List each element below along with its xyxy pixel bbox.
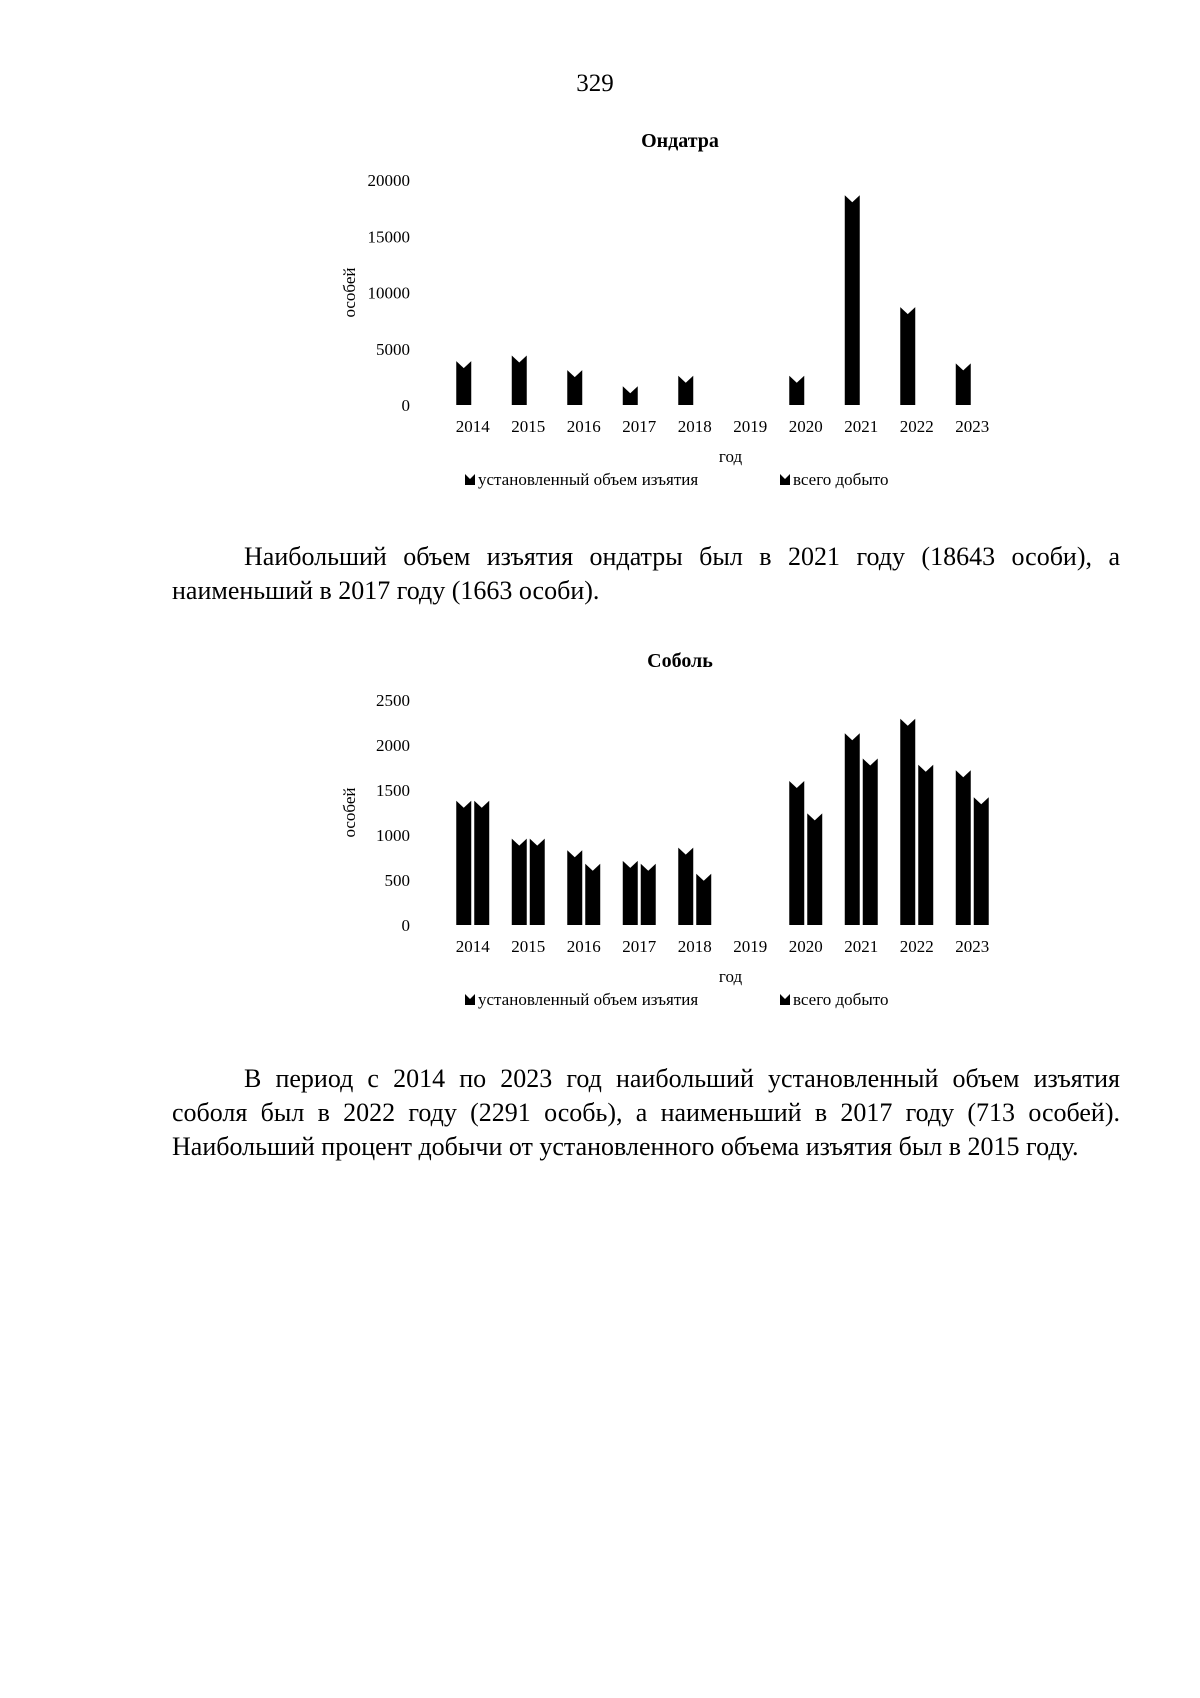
x-tick-label: 2023 <box>955 937 990 956</box>
legend-label-series-1: установленный объем изъятия <box>478 470 699 489</box>
x-tick-label: 2014 <box>455 937 490 956</box>
y-tick-label: 0 <box>401 396 410 415</box>
x-tick-label: 2021 <box>844 937 879 956</box>
chart-sobol <box>0 645 1200 1025</box>
bar-2016-series-2 <box>585 864 600 925</box>
y-tick-label: 10000 <box>367 283 410 303</box>
legend-label-series-1: установленный объем изъятия <box>478 990 699 1009</box>
x-tick-label: 2020 <box>788 417 823 436</box>
legend-label-series-2: всего добыто <box>793 470 889 489</box>
x-tick-label: 2022 <box>899 937 934 956</box>
bar-2015-series-2 <box>530 839 545 925</box>
bar-2022-series-1 <box>900 719 915 925</box>
legend-marker-series-2 <box>780 474 790 485</box>
legend-marker-series-1 <box>465 474 475 485</box>
x-tick-label: 2021 <box>844 417 879 436</box>
bar-2015-series-1 <box>512 356 527 406</box>
y-axis-label: особей <box>340 267 359 318</box>
bar-2014-series-2 <box>474 801 489 925</box>
x-axis-label: год <box>718 967 743 986</box>
y-tick-label: 2500 <box>376 691 410 710</box>
legend-marker-series-1 <box>465 994 475 1005</box>
bar-2017-series-2 <box>641 864 656 925</box>
paragraph-ondatra-summary: Наибольший объем изъятия ондатры был в 2021 году (18643 особи), а наименьший в 2017 году (1663 особи). <box>172 542 1120 605</box>
x-tick-label: 2016 <box>566 417 601 436</box>
x-tick-label: 2019 <box>733 937 768 956</box>
bar-2022-series-1 <box>900 307 915 405</box>
bar-2023-series-1 <box>956 363 971 405</box>
bar-2021-series-2 <box>863 759 878 926</box>
bar-2023-series-1 <box>956 770 971 925</box>
bar-2014-series-1 <box>456 361 471 405</box>
bar-2021-series-1 <box>845 733 860 925</box>
paragraph-sobol-summary: В период с 2014 по 2023 год наибольший установленный объем изъятия соболя был в 2022 году (2291 особь), а наименьший в 2017 году (713 особей). Наибольший процент добычи от установленного объема изъятия был в 2015 году. <box>172 1064 1120 1161</box>
bar-2021-series-1 <box>845 195 860 405</box>
bar-2016-series-1 <box>567 850 582 925</box>
x-tick-label: 2016 <box>566 937 601 956</box>
x-tick-label: 2017 <box>622 937 657 956</box>
y-axis-label: особей <box>340 787 359 838</box>
bar-2018-series-1 <box>678 376 693 405</box>
x-tick-label: 2018 <box>677 937 712 956</box>
bar-2014-series-1 <box>456 801 471 925</box>
x-tick-label: 2020 <box>788 937 823 956</box>
y-tick-label: 1500 <box>376 781 410 800</box>
y-tick-label: 2000 <box>376 736 410 755</box>
y-tick-label: 1000 <box>376 826 410 845</box>
chart-title: Ондатра <box>641 130 719 152</box>
bar-2015-series-1 <box>512 839 527 925</box>
bar-2023-series-2 <box>974 797 989 925</box>
page-number: 329 <box>576 70 614 97</box>
y-tick-label: 5000 <box>376 339 410 359</box>
x-tick-label: 2018 <box>677 417 712 436</box>
bar-2022-series-2 <box>918 765 933 925</box>
x-tick-label: 2017 <box>622 417 657 436</box>
bar-2016-series-1 <box>567 370 582 405</box>
x-axis-label: год <box>718 447 743 466</box>
y-tick-label: 20000 <box>367 171 410 190</box>
x-tick-label: 2015 <box>511 417 546 436</box>
bar-2018-series-2 <box>696 874 711 925</box>
bar-2018-series-1 <box>678 848 693 925</box>
x-tick-label: 2015 <box>511 937 546 956</box>
x-tick-label: 2014 <box>455 417 490 436</box>
y-tick-label: 15000 <box>367 227 410 247</box>
chart-ondatra <box>0 125 1200 505</box>
chart-title: Соболь <box>647 650 713 672</box>
y-tick-label: 0 <box>401 916 410 935</box>
bar-2020-series-2 <box>807 813 822 925</box>
legend-label-series-2: всего добыто <box>793 990 889 1009</box>
bar-2017-series-1 <box>623 861 638 925</box>
x-tick-label: 2023 <box>955 417 990 436</box>
bar-2017-series-1 <box>623 386 638 405</box>
x-tick-label: 2022 <box>899 417 934 436</box>
x-tick-label: 2019 <box>733 417 768 436</box>
bar-2020-series-1 <box>789 376 804 405</box>
y-tick-label: 500 <box>384 871 410 890</box>
legend-marker-series-2 <box>780 994 790 1005</box>
bar-2020-series-1 <box>789 781 804 925</box>
